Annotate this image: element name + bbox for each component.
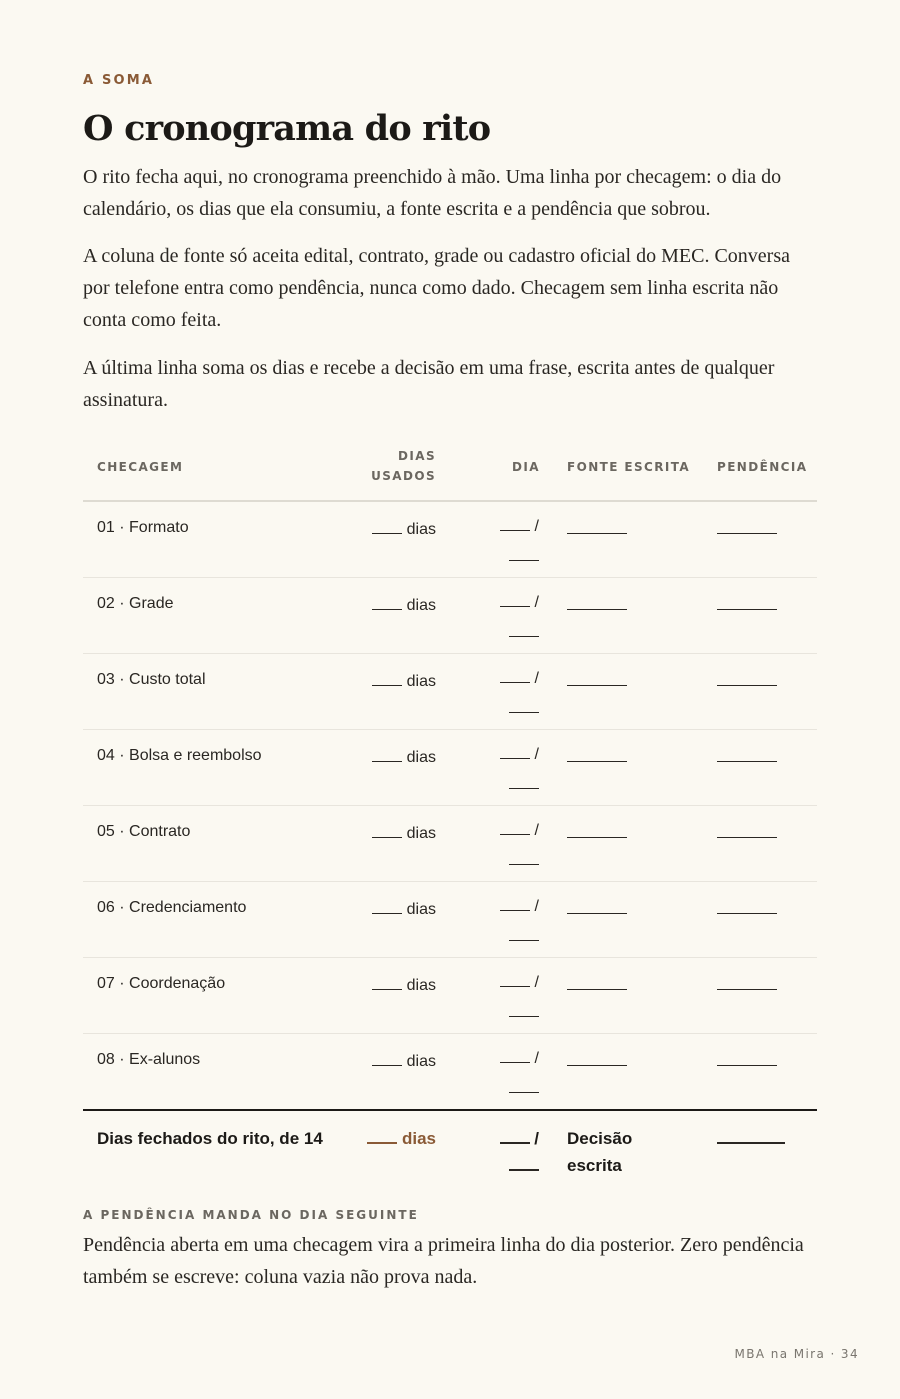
blank-line	[372, 671, 402, 686]
table-row	[83, 1034, 817, 1109]
dia-slash: /	[534, 974, 539, 991]
total-label: Dias fechados do rito, de 14	[97, 1129, 323, 1148]
dia-field[interactable]	[499, 816, 539, 876]
header-dia: DIA	[512, 460, 540, 474]
pendencia-field[interactable]	[717, 1051, 777, 1071]
dias-usados-field[interactable]	[372, 899, 436, 919]
table-row	[83, 502, 817, 578]
dia-field[interactable]	[499, 664, 539, 724]
row-label: 08 · Ex-alunos	[97, 1051, 201, 1068]
pendencia-field[interactable]	[717, 519, 777, 539]
table-row	[83, 958, 817, 1034]
blank-line	[717, 671, 777, 686]
pendencia-field[interactable]	[717, 671, 777, 691]
dia-slash: /	[534, 822, 539, 839]
blank-line	[509, 1002, 539, 1017]
blank-line	[717, 519, 777, 534]
dia-slash: /	[534, 1050, 539, 1067]
dias-usados-field[interactable]	[372, 519, 436, 539]
subheading: A PENDÊNCIA MANDA NO DIA SEGUINTE	[83, 1208, 419, 1222]
dia-slash: /	[534, 594, 539, 611]
blank-line	[717, 899, 777, 914]
fonte-field[interactable]	[567, 1051, 627, 1071]
fonte-field[interactable]	[567, 975, 627, 995]
blank-line	[500, 896, 530, 911]
page-title: O cronograma do rito	[83, 108, 491, 149]
table-row	[83, 882, 817, 958]
dias-usados-field[interactable]	[372, 823, 436, 843]
blank-line	[500, 1128, 530, 1144]
blank-line	[500, 668, 530, 683]
row-label: 05 · Contrato	[97, 823, 191, 840]
pendencia-field[interactable]	[717, 899, 777, 919]
dia-field[interactable]	[499, 968, 539, 1028]
table-row	[83, 654, 817, 730]
blank-line	[509, 622, 539, 637]
dias-usados-field[interactable]	[372, 1051, 436, 1071]
dias-unit: dias	[406, 825, 436, 842]
blank-line	[509, 774, 539, 789]
dias-usados-field[interactable]	[372, 595, 436, 615]
blank-line	[567, 899, 627, 914]
blank-line	[509, 1155, 539, 1171]
header-dias-line2: USADOS	[371, 469, 436, 483]
blank-line	[372, 1051, 402, 1066]
header-dias-line1: DIAS	[398, 449, 436, 463]
blank-line	[567, 1051, 627, 1066]
section-kicker: A SOMA	[83, 73, 155, 88]
blank-line	[500, 820, 530, 835]
schedule-table	[83, 440, 817, 1195]
dias-usados-field[interactable]	[372, 747, 436, 767]
blank-line	[567, 975, 627, 990]
header-checagem: CHECAGEM	[97, 460, 184, 474]
dias-unit: dias	[406, 521, 436, 538]
dia-field[interactable]	[499, 588, 539, 648]
blank-line	[509, 1078, 539, 1093]
dias-unit: dias	[406, 1053, 436, 1070]
blank-line	[717, 747, 777, 762]
blank-line	[567, 747, 627, 762]
total-decision-label: Decisão escrita	[567, 1129, 633, 1175]
blank-line	[500, 744, 530, 759]
dias-usados-field[interactable]	[372, 975, 436, 995]
total-dias-unit: dias	[401, 1129, 436, 1148]
blank-line	[372, 823, 402, 838]
blank-line	[717, 823, 777, 838]
blank-line	[372, 975, 402, 990]
blank-line	[509, 850, 539, 865]
total-dia-field[interactable]	[491, 1125, 539, 1179]
blank-line	[500, 1048, 530, 1063]
header-dias-usados	[371, 446, 436, 486]
table-row	[83, 578, 817, 654]
pendencia-field[interactable]	[717, 747, 777, 767]
pendencia-field[interactable]	[717, 595, 777, 615]
dia-slash: /	[534, 746, 539, 763]
blank-line	[372, 519, 402, 534]
intro-paragraph-3: A última linha soma os dias e recebe a decisão em uma frase, escrita antes de qualquer assinatura.	[83, 357, 775, 411]
dia-field[interactable]	[499, 740, 539, 800]
total-row	[83, 1109, 817, 1195]
dias-unit: dias	[406, 901, 436, 918]
fonte-field[interactable]	[567, 899, 627, 919]
dias-unit: dias	[406, 673, 436, 690]
blank-line	[567, 671, 627, 686]
blank-line	[500, 592, 530, 607]
intro-paragraph-1: O rito fecha aqui, no cronograma preenchido à mão. Uma linha por checagem: o dia do calendário, os dias que ela consumiu, a fonte escrita e a pendência que sobrou.	[83, 166, 782, 220]
closing-paragraph: Pendência aberta em uma checagem vira a primeira linha do dia posterior. Zero pendência também se escreve: coluna vazia não prova nada.	[83, 1234, 804, 1288]
page-footer: MBA na Mira · 34	[734, 1347, 859, 1361]
fonte-field[interactable]	[567, 747, 627, 767]
dias-unit: dias	[406, 749, 436, 766]
blank-line	[567, 823, 627, 838]
pendencia-field[interactable]	[717, 823, 777, 843]
fonte-field[interactable]	[567, 823, 627, 843]
blank-line	[367, 1128, 397, 1144]
blank-line	[509, 546, 539, 561]
dias-unit: dias	[406, 977, 436, 994]
header-fonte: FONTE ESCRITA	[567, 460, 691, 474]
dia-slash: /	[534, 518, 539, 535]
dia-field[interactable]	[499, 1044, 539, 1104]
fonte-field[interactable]	[567, 519, 627, 539]
table-body	[83, 502, 817, 1109]
blank-line	[372, 747, 402, 762]
blank-line	[372, 899, 402, 914]
row-label: 02 · Grade	[97, 595, 174, 612]
dia-slash: /	[534, 898, 539, 915]
row-label: 01 · Formato	[97, 519, 189, 536]
total-dias-field[interactable]	[367, 1125, 436, 1152]
total-decision-field[interactable]	[717, 1125, 785, 1152]
dias-usados-field[interactable]	[372, 671, 436, 691]
blank-line	[717, 1051, 777, 1066]
row-label: 06 · Credenciamento	[97, 899, 247, 916]
blank-line	[717, 1128, 785, 1144]
blank-line	[372, 595, 402, 610]
blank-line	[509, 698, 539, 713]
header-pendencia: PENDÊNCIA	[717, 460, 808, 474]
intro-paragraph-2: A coluna de fonte só aceita edital, contrato, grade ou cadastro oficial do MEC. Conversa por telefone entra como pendência, nunca como dado. Checagem sem linha escrita não conta como feita.	[83, 245, 790, 331]
blank-line	[500, 972, 530, 987]
dia-slash: /	[534, 670, 539, 687]
blank-line	[567, 519, 627, 534]
dia-field[interactable]	[499, 892, 539, 952]
row-label: 04 · Bolsa e reembolso	[97, 747, 262, 764]
blank-line	[509, 926, 539, 941]
pendencia-field[interactable]	[717, 975, 777, 995]
table-row	[83, 730, 817, 806]
total-slash: /	[534, 1129, 539, 1148]
table-header	[83, 440, 817, 502]
table-row	[83, 806, 817, 882]
blank-line	[567, 595, 627, 610]
fonte-field[interactable]	[567, 595, 627, 615]
blank-line	[500, 516, 530, 531]
row-label: 03 · Custo total	[97, 671, 206, 688]
dias-unit: dias	[406, 597, 436, 614]
blank-line	[717, 975, 777, 990]
fonte-field[interactable]	[567, 671, 627, 691]
blank-line	[717, 595, 777, 610]
dia-field[interactable]	[499, 512, 539, 572]
row-label: 07 · Coordenação	[97, 975, 226, 992]
